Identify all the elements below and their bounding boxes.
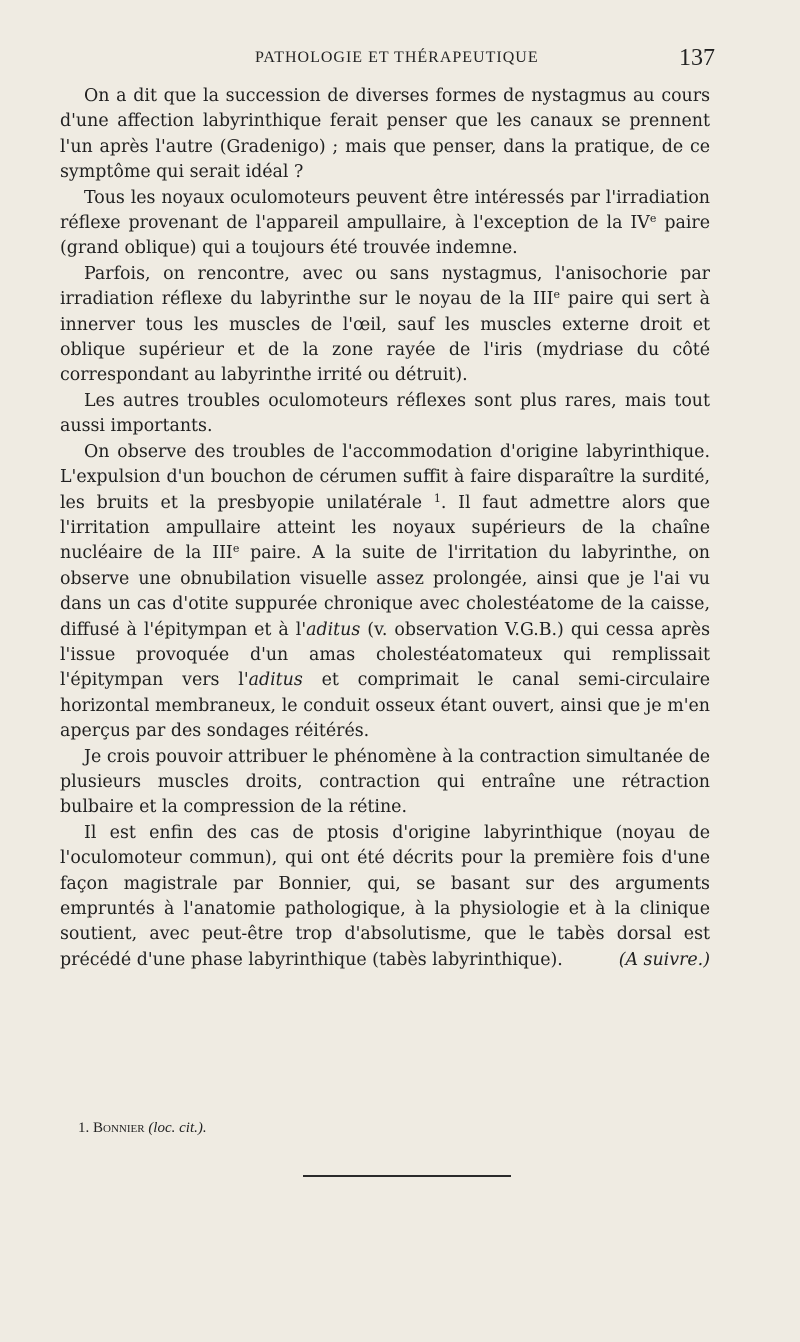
paragraph-text: (v. observation V.G.B.) qui cessa après l'issue provoquée d'un amas cholestéatomateux qui remplissait l'épitympan vers l' [60, 619, 710, 691]
page-number: 137 [679, 45, 715, 71]
paragraph-anisochoria [60, 262, 710, 389]
paragraph-contraction: Je crois pouvoir attribuer le phénomène à la contraction simultanée de plusieurs muscles droits, contraction qui entraîne une rétraction bulbaire et la compression de la rétine. [60, 746, 710, 818]
to-be-continued: (A suivre.) [618, 949, 710, 970]
paragraph-text: Parfois, on rencontre, avec ou sans nystagmus, l'anisochorie par irradiation réflexe du labyrinthe sur le noyau de la III [60, 263, 710, 310]
superscript: e [649, 212, 657, 226]
italic-term: aditus [306, 619, 361, 640]
body-text [60, 84, 710, 973]
paragraph-text: et comprimait le canal semi-circulaire horizontal membraneux, le conduit osseux étant ouvert, ainsi que je m'en aperçus par des sondages réitérés. [60, 670, 710, 742]
paragraph-oculomotor-nuclei [60, 186, 710, 262]
paragraph-text: paire. A la suite de l'irritation du labyrinthe, on observe une obnubilation visuelle assez prolongée, ainsi que je l'ai vu dans un cas d'otite suppurée chronique avec cholestéatome de la caisse, diffusé à l'épitympan et à l' [60, 543, 710, 640]
running-title: PATHOLOGIE ET THÉRAPEUTIQUE [255, 49, 539, 66]
italic-term: aditus [248, 670, 303, 691]
footnote-number: 1. [78, 1120, 90, 1136]
paragraph-text: paire qui sert à innerver tous les muscles de l'œil, sauf les muscles externe droit et oblique supérieur et de la zone rayée de l'iris (mydriase du côté correspondant au labyrinthe irrité ou détruit). [60, 289, 710, 386]
footnote [78, 1120, 207, 1137]
footnote-author: Bonnier [93, 1120, 145, 1136]
superscript: e [232, 542, 240, 556]
footnote-reference[interactable]: 1 [433, 491, 441, 505]
closing-rule [303, 1175, 511, 1177]
paragraph-other-troubles: Les autres troubles oculomoteurs réflexes sont plus rares, mais tout aussi importants. [60, 390, 710, 437]
paragraph-nystagmus: On a dit que la succession de diverses formes de nystagmus au cours d'une affection labyrinthique ferait penser que les canaux se prennent l'un après l'autre (Gradenigo) ; mais que penser, dans la pratique, de ce symptôme qui serait idéal ? [60, 86, 710, 183]
page-header [255, 46, 715, 74]
paragraph-text: Tous les noyaux oculomoteurs peuvent être intéressés par l'irradiation réflexe provenant de l'appareil ampullaire, à l'exception de la IV [60, 187, 710, 234]
paragraph-text: On observe des troubles de l'accommodation d'origine labyrinthique. L'expulsion d'un bouchon de cérumen suffit à faire disparaître la surdité, les bruits et la presbyopie unilatérale [60, 441, 710, 513]
superscript: e [553, 288, 560, 302]
paragraph-text: paire (grand oblique) qui a toujours été trouvée indemne. [60, 213, 710, 259]
paragraph-text: Il est enfin des cas de ptosis d'origine labyrinthique (noyau de l'oculomoteur commun), qui ont été décrits pour la première fois d'une façon magistrale par Bonnier, qui, se basant sur des arguments empruntés à l'anatomie pathologique, à la physiologie et à la clinique soutient, avec peut-être trop d'absolutisme, que le tabès dorsal est précédé d'une phase labyrinthique (tabès labyrinthique). [60, 822, 710, 970]
paragraph-text: . Il faut admettre alors que l'irritation ampullaire atteint les noyaux supérieurs de la chaîne nucléaire de la III [60, 492, 710, 564]
footnote-reference-text: (loc. cit.). [148, 1120, 207, 1136]
paragraph-accommodation [60, 440, 710, 745]
paragraph-ptosis [60, 821, 710, 973]
